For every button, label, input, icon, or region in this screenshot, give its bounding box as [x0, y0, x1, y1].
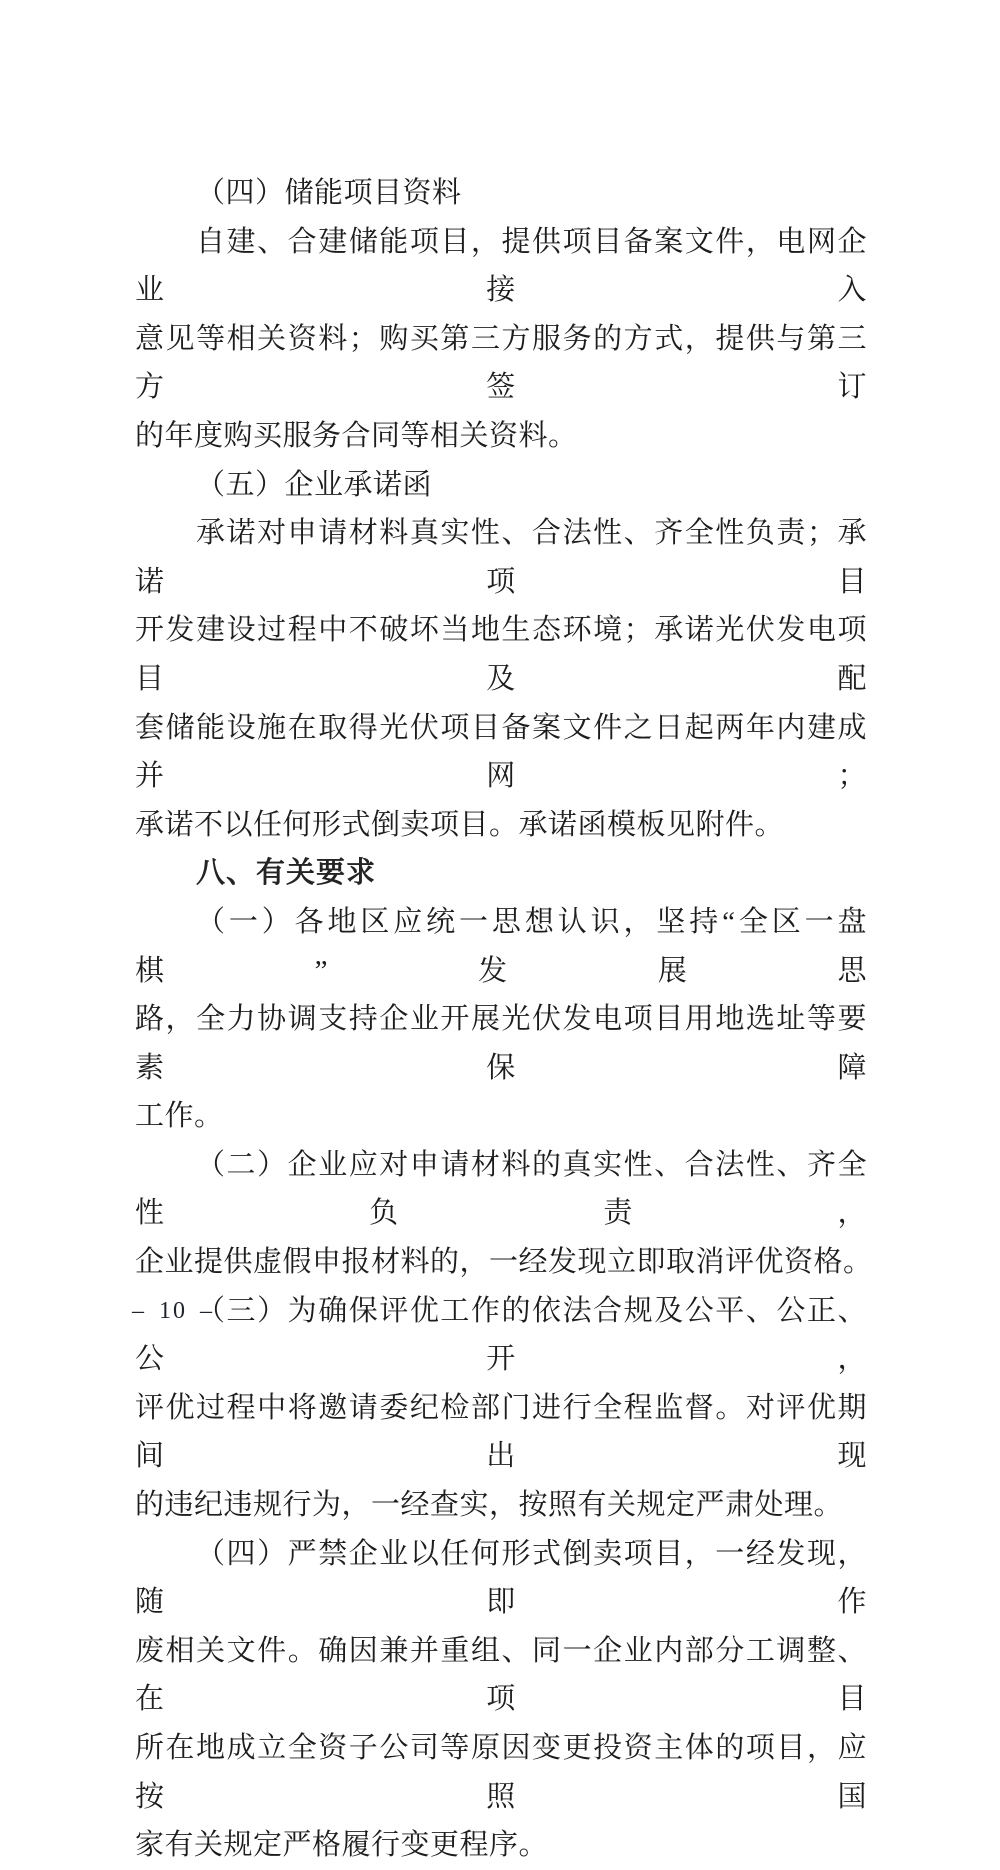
doc-line: 所在地成立全资子公司等原因变更投资主体的项目，应按照国	[135, 1732, 867, 1813]
subsection-heading: （四）储能项目资料	[196, 177, 462, 209]
doc-line: 家有关规定严格履行变更程序。	[135, 1829, 549, 1862]
doc-line: 的年度购买服务合同等相关资料。	[135, 419, 578, 452]
doc-line: 自建、合建储能项目，提供项目备案文件，电网企业接入	[135, 225, 867, 307]
doc-line: 路，全力协调支持企业开展光伏发电项目用地选址等要素保障	[135, 1003, 867, 1084]
doc-line: （一）各地区应统一思想认识，坚持“全区一盘棋”发展思	[135, 905, 867, 987]
subsection-heading: （五）企业承诺函	[196, 468, 433, 501]
doc-line: 套储能设施在取得光伏项目备案文件之日起两年内建成并网；	[135, 711, 867, 793]
document-body	[135, 169, 873, 1870]
page-number: – 10 –	[132, 1298, 214, 1324]
doc-line: （四）严禁企业以任何形式倒卖项目，一经发现，随即作	[135, 1537, 867, 1619]
doc-line: 承诺对申请材料真实性、合法性、齐全性负责；承诺项目	[135, 517, 867, 598]
doc-line: 工作。	[135, 1100, 224, 1133]
doc-line: 承诺不以任何形式倒卖项目。承诺函模板见附件。	[135, 808, 785, 841]
doc-line: 废相关文件。确因兼并重组、同一企业内部分工调整、在项目	[135, 1634, 867, 1716]
doc-line: 的违纪违规行为，一经查实，按照有关规定严肃处理。	[135, 1489, 844, 1522]
doc-line: 意见等相关资料；购买第三方服务的方式，提供与第三方签订	[135, 322, 867, 404]
doc-line: （二）企业应对申请材料的真实性、合法性、齐全性负责，	[135, 1148, 867, 1230]
doc-line: （三）为确保评优工作的依法合规及公平、公正、公开，	[135, 1294, 867, 1376]
doc-line: 评优过程中将邀请委纪检部门进行全程监督。对评优期间出现	[135, 1391, 867, 1473]
section-heading: 八、有关要求	[196, 857, 377, 890]
doc-line: 企业提供虚假申报材料的，一经发现立即取消评优资格。	[135, 1246, 873, 1279]
doc-line: 开发建设过程中不破坏当地生态环境；承诺光伏发电项目及配	[135, 614, 867, 695]
